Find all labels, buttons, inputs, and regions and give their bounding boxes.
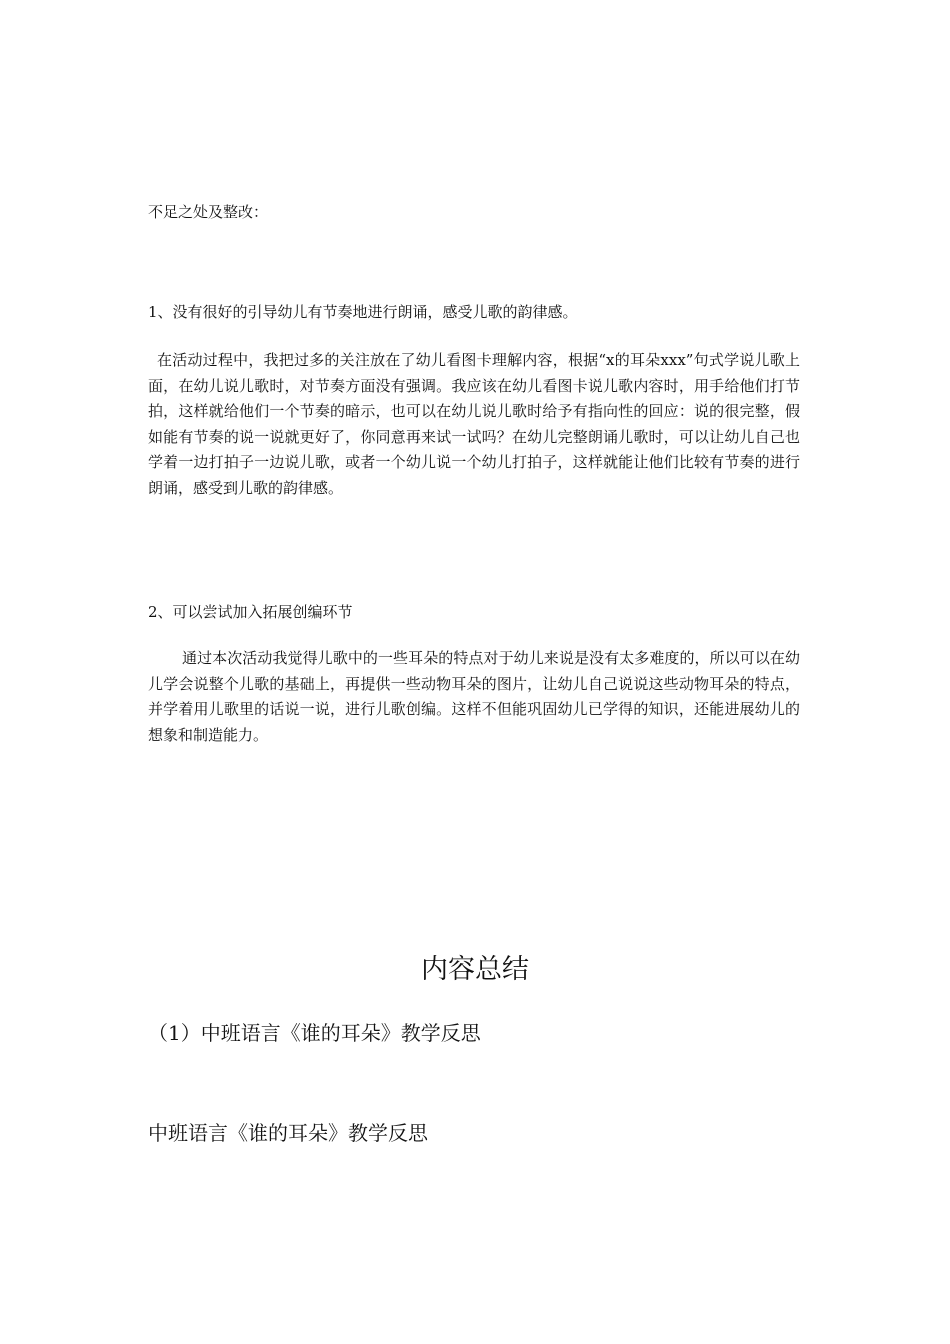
section-heading: 不足之处及整改： bbox=[148, 203, 269, 221]
item2-heading: 2、可以尝试加入拓展创编环节 bbox=[148, 603, 353, 621]
item1-heading: 1、没有很好的引导幼儿有节奏地进行朗诵，感受儿歌的韵律感。 bbox=[148, 303, 578, 321]
summary-item-1: （1）中班语言《谁的耳朵》教学反思 bbox=[148, 1021, 481, 1045]
item2-body: 通过本次活动我觉得儿歌中的一些耳朵的特点对于幼儿来说是没有太多难度的，所以可以在幼儿学会说整个儿歌的基础上，再提供一些动物耳朵的图片，让幼儿自己说说这些动物耳朵的特点，并学着用儿歌里的话说一说，进行儿歌创编。这样不但能巩固幼儿已学得的知识，还能进展幼儿的想象和制造能力。 bbox=[148, 649, 800, 744]
summary-title: 内容总结 bbox=[421, 954, 529, 985]
summary-item-2: 中班语言《谁的耳朵》教学反思 bbox=[148, 1121, 428, 1145]
item1-body: 在活动过程中，我把过多的关注放在了幼儿看图卡理解内容，根据“x的耳朵xxx”句式学说儿歌上面，在幼儿说儿歌时，对节奏方面没有强调。我应该在幼儿看图卡说儿歌内容时，用手给他们打节拍，这样就给他们一个节奏的暗示，也可以在幼儿说儿歌时给予有指向性的回应：说的很完整，假如能有节奏的说一说就更好了，你同意再来试一试吗？在幼儿完整朗诵儿歌时，可以让幼儿自己也学着一边打拍子一边说儿歌，或者一个幼儿说一个幼儿打拍子，这样就能让他们比较有节奏的进行朗诵，感受到儿歌的韵律感。 bbox=[148, 351, 800, 497]
